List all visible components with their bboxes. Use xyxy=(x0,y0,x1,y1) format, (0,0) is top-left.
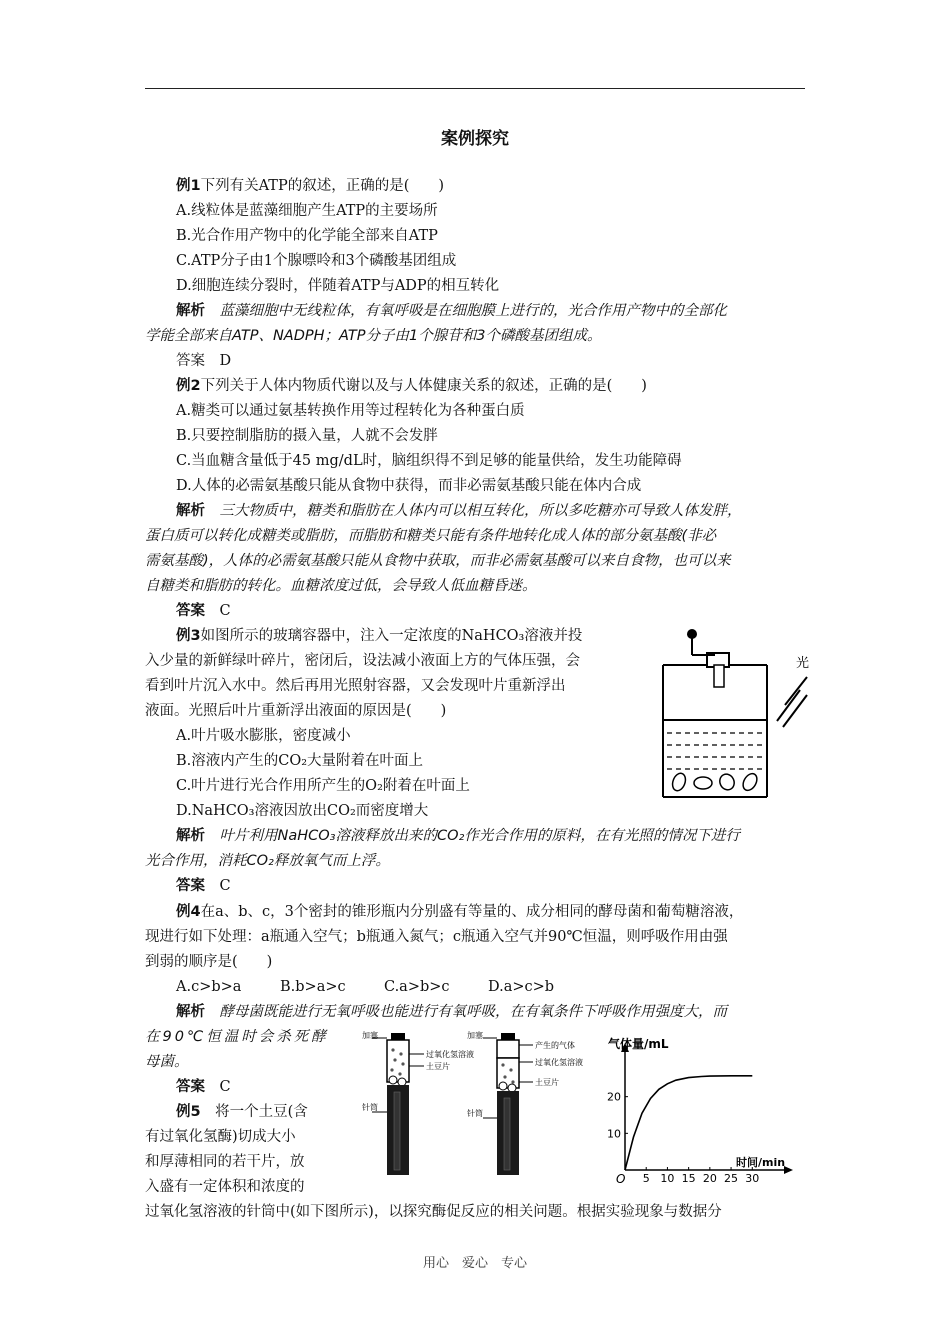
ex4-analysis: 解析 酵母菌既能进行无氧呼吸也能进行有氧呼吸，在有氧条件下呼吸作用强度大，而 xyxy=(176,1004,727,1020)
ex2-analysis-cont-3: 自糖类和脂肪的转化。血糖浓度过低，会导致人低血糖昏迷。 xyxy=(145,578,537,594)
ex5-text-cont-4: 过氧化氢溶液的针筒中(如下图所示)，以探究酶促反应的相关问题。根据实验现象与数据分 xyxy=(145,1204,722,1220)
syringe1-label-solution: 过氧化氢溶液 xyxy=(426,1050,474,1059)
ex3-answer: 答案 C xyxy=(176,878,231,894)
syringe1-label-potato: 土豆片 xyxy=(426,1062,450,1071)
ex2-question: 例2下列关于人体内物质代谢以及与人体健康关系的叙述，正确的是( ) xyxy=(176,378,647,394)
x-axis-arrow xyxy=(784,1166,793,1174)
ex1-label: 例1 xyxy=(176,178,201,194)
header-rule xyxy=(145,88,805,89)
ex1-option-d: D.细胞连续分裂时，伴随着ATP与ADP的相互转化 xyxy=(176,278,500,294)
x-tick-label: 25 xyxy=(724,1172,739,1185)
ex4-option-a: A.c>b>a xyxy=(176,979,242,995)
ex5-text-cont-2: 和厚薄相同的若干片，放 xyxy=(145,1154,305,1170)
ex3-option-b: B.溶液内产生的CO₂大量附着在叶面上 xyxy=(176,753,424,769)
series-line-gas-volume xyxy=(625,1076,752,1170)
ex1-option-b: B.光合作用产物中的化学能全部来自ATP xyxy=(176,228,438,244)
x-axis-label: 时间/min xyxy=(736,1156,786,1169)
ex4-question-cont-2: 到弱的顺序是( ) xyxy=(145,954,273,970)
y-axis-label: 气体量/mL xyxy=(608,1037,669,1051)
glass-container-figure xyxy=(655,625,820,800)
light-label: 光 xyxy=(796,656,810,671)
ex2-option-c: C.当血糖含量低于45 mg/dL时，脑组织得不到足够的能量供给，发生功能障碍 xyxy=(176,453,682,469)
ex3-question: 例3如图所示的玻璃容器中，注入一定浓度的NaHCO₃溶液并投 xyxy=(176,628,583,644)
ex4-question-cont-1: 现进行如下处理：a瓶通入空气；b瓶通入氮气；c瓶通入空气并90℃恒温，则呼吸作用由强 xyxy=(145,929,728,945)
ex4-question: 例4在a、b、c，3个密封的锥形瓶内分别盛有等量的、成分相同的酵母菌和葡萄糖溶液， xyxy=(176,904,744,920)
syringe2-label-plug: 加塞 xyxy=(467,1031,483,1040)
ex2-analysis: 解析 三大物质中，糖类和脂肪在人体内可以相互转化，所以多吃糖亦可导致人体发胖， xyxy=(176,503,742,519)
ex3-option-d: D.NaHCO₃溶液因放出CO₂而密度增大 xyxy=(176,803,429,819)
ex3-question-cont-2: 看到叶片沉入水中。然后再用光照射容器，又会发现叶片重新浮出 xyxy=(145,678,566,694)
ex4-option-b: B.b>a>c xyxy=(280,979,346,995)
ex4-option-d: D.a>c>b xyxy=(488,979,555,995)
x-tick-label: 15 xyxy=(681,1172,696,1185)
ex3-analysis: 解析 叶片利用NaHCO₃溶液释放出来的CO₂作光合作用的原料，在有光照的情况下进行 xyxy=(176,828,740,844)
syringe2-label-potato: 土豆片 xyxy=(535,1078,559,1087)
ex3-question-cont-1: 入少量的新鲜绿叶碎片，密闭后，设法减小液面上方的气体压强，会 xyxy=(145,653,580,669)
origin-label: O xyxy=(616,1172,626,1186)
y-tick-label: 20 xyxy=(607,1090,621,1104)
ex5-text-cont-1: 有过氧化氢酶)切成大小 xyxy=(145,1129,296,1145)
ex1-option-c: C.ATP分子由1个腺嘌呤和3个磷酸基团组成 xyxy=(176,253,457,269)
x-tick-label: 10 xyxy=(660,1172,675,1185)
ex5-text: 例5 将一个土豆(含 xyxy=(176,1104,308,1120)
x-tick-label: 5 xyxy=(642,1172,650,1185)
ex2-analysis-cont-2: 需氨基酸)，人体的必需氨基酸只能从食物中获取，而非必需氨基酸可以来自食物，也可以来 xyxy=(145,553,731,569)
syringe1-label-barrel: 针筒 xyxy=(362,1103,378,1112)
leaf-pieces xyxy=(670,771,759,793)
light-arrows xyxy=(777,677,807,727)
ex3-question-cont-3: 液面。光照后叶片重新浮出液面的原因是( ) xyxy=(145,703,447,719)
ex3-analysis-cont: 光合作用，消耗CO₂释放氧气而上浮。 xyxy=(145,853,390,869)
ex5-text-cont-3: 入盛有一定体积和浓度的 xyxy=(145,1179,305,1195)
ex1-question: 例1下列有关ATP的叙述，正确的是( ) xyxy=(176,178,445,194)
syringe2-label-solution: 过氧化氢溶液 xyxy=(535,1058,583,1067)
ex1-analysis: 解析 蓝藻细胞中无线粒体，有氧呼吸是在细胞膜上进行的，光合作用产物中的全部化 xyxy=(176,303,727,319)
ex2-analysis-cont-1: 蛋白质可以转化成糖类或脂肪，而脂肪和糖类只能有条件地转化成人体的部分氨基酸(非必 xyxy=(145,528,717,544)
ex2-option-b: B.只要控制脂肪的摄入量，人就不会发胖 xyxy=(176,428,438,444)
x-tick-label: 20 xyxy=(702,1172,717,1185)
ex4-answer: 答案 C xyxy=(176,1079,231,1095)
syringe2-label-gas: 产生的气体 xyxy=(535,1041,575,1050)
gas-volume-chart xyxy=(600,1030,800,1190)
x-tick-label: 30 xyxy=(745,1172,760,1185)
ex1-option-a: A.线粒体是蓝藻细胞产生ATP的主要场所 xyxy=(176,203,438,219)
page-footer: 用心 爱心 专心 xyxy=(422,1256,527,1271)
ex2-option-d: D.人体的必需氨基酸只能从食物中获得，而非必需氨基酸只能在体内合成 xyxy=(176,478,642,494)
syringe1-label-plug: 加塞 xyxy=(362,1031,378,1040)
y-tick-label: 10 xyxy=(607,1127,621,1141)
ex4-analysis-cont-2: 母菌。 xyxy=(145,1054,189,1070)
ex3-option-c: C.叶片进行光合作用所产生的O₂附着在叶面上 xyxy=(176,778,470,794)
syringe-figure-2 xyxy=(465,1030,585,1180)
ex2-option-a: A.糖类可以通过氨基转换作用等过程转化为各种蛋白质 xyxy=(176,403,525,419)
ex4-analysis-cont-1: 在90℃恒温时会杀死酵 xyxy=(145,1029,329,1045)
ex1-answer: 答案 D xyxy=(176,353,232,369)
ex4-option-c: C.a>b>c xyxy=(384,979,450,995)
syringe-figure-1 xyxy=(360,1030,480,1180)
ex3-option-a: A.叶片吸水膨胀，密度减小 xyxy=(176,728,351,744)
ex1-analysis-cont: 学能全部来自ATP、NADPH；ATP分子由1个腺苷和3个磷酸基团组成。 xyxy=(145,328,602,344)
syringe2-label-barrel: 针筒 xyxy=(467,1109,483,1118)
ex2-answer: 答案 C xyxy=(176,603,231,619)
page-title: 案例探究 xyxy=(441,129,509,149)
